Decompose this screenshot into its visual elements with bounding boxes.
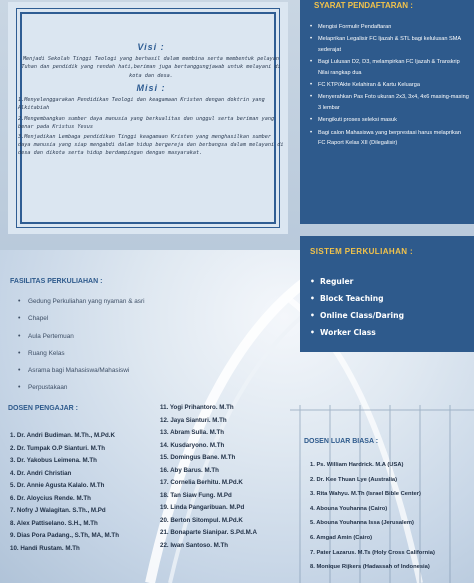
misi-item: 1.Menyelenggarakan Pendidikan Teologi dan keagamaan Kristen dengan doktrin yang Alkitabiah [18,97,265,112]
fasilitas-title: FASILITAS PERKULIAHAN : [10,278,103,285]
fasilitas-item: • Perpustakaan [18,379,145,396]
dosen-item: 6. Dr. Aloycius Rende. M.Th [10,494,91,502]
visi-title: Visi : [137,42,165,52]
dosen-luar-item: 1. Ps. William Hardrick. M.A (USA) [310,462,404,468]
misi-item: 3.Menjadikan Lembaga pendidikan Tinggi keagamaan Kristen yang menghasilkan sumber daya manusia yang siap mengabdi dalam hidup bergereja dan berbangsa dalam melayani di desa dan dikota serta hidup berdampingan dengan masyarakat. [18,134,284,157]
syarat-panel [300,0,474,224]
dosen-item: 21. Bonaparte Sianipar. S.Pd.M.A [160,529,257,536]
dosen-luar-item: 8. Monique Rijkers (Hadassah of Indonesia) [310,564,430,571]
dosen-luar-item: 6. Amgad Amin (Cairo) [310,534,373,541]
fasilitas-item: • Chapel [18,310,145,327]
dosen-item: 18. Tan Siaw Fung. M.Pd [160,491,232,499]
sistem-item: • Online Class/Daring [310,307,404,324]
dosen-luar-item: 4. Abouna Youhanna (Cairo) [310,505,388,512]
dosen-title: DOSEN PENGAJAR : [8,405,79,412]
sistem-panel [300,236,474,352]
dosen-list-left [10,430,119,555]
dosen-item: 13. Abram Sulla. M.Th [160,429,225,436]
dosen-luar-list [310,458,435,575]
dosen-item: 3. Dr. Yakobus Leimena. M.Th [10,457,97,464]
dosen-item: 14. Kusdaryono. M.Th [160,441,225,449]
syarat-item: • Melaprikan Legalisir FC Ijazah & STL bagi kelulusan SMA sederajat [310,34,470,55]
dosen-item: 16. Aby Barus. M.Th [160,466,219,474]
visi-misi-box [8,2,288,234]
misi-list [18,96,284,157]
dosen-luar-title: DOSEN LUAR BIASA : [304,438,379,445]
sistem-item: • Reguler [310,273,404,290]
dosen-item: 2. Dr. Tumpak O.P Sianturi. M.Th [10,444,106,452]
syarat-item: • Mengisi Formulir Pendaftaran [310,22,470,32]
dosen-item: 20. Berton Sitompul. M.Pd.K [160,516,243,524]
dosen-luar-item: 3. Rita Wahyu. M.Th (Israel Bible Center) [310,491,421,498]
dosen-item: 8. Alex Pattiselano. S.H., M.Th [10,519,98,527]
dosen-luar-item: 2. Dr. Kee Thuan Lye (Australia) [310,476,398,483]
dosen-item: 11. Yogi Prihantoro. M.Th [160,404,234,411]
dosen-item: 5. Dr. Annie Agusta Kalalo. M.Th [10,482,105,489]
syarat-item: • Bagi calon Mahasiswa yang berprestasi harus melaprikan FC Raport Kelas XII (Dilegalisir) [310,128,470,149]
dosen-item: 22. Iwan Santoso. M.Th [160,541,229,549]
syarat-item: • Bagi Lulusan D2, D3, melampirkan FC Ijazah & Transkrip Nilai rangkap dua [310,57,470,78]
dosen-item: 10. Handi Rustam. M.Th [10,544,80,552]
fasilitas-item: • Aula Pertemuan [18,328,145,345]
sistem-title: SISTEM PERKULIAHAN : [310,247,414,256]
fasilitas-item: • Ruang Kelas [18,345,145,362]
dosen-item: 12. Jaya Sianturi. M.Th [160,416,227,424]
sistem-item: • Worker Class [310,324,404,341]
dosen-list-right [160,402,257,552]
dosen-item: 7. Nofry J Walagitan. S.Th., M.Pd [10,507,106,514]
syarat-item: • Mengikuti proses seleksi masuk [310,115,470,125]
fasilitas-item: • Gedung Perkuliahan yang nyaman & asri [18,293,145,310]
sistem-item: • Block Teaching [310,290,404,307]
visi-text: Menjadi Sekolah Tinggi Teologi yang berhasil dalam membina serta membentuk pelayan Tuhan dan pendidik yang rendah hati,beriman juga bertanggungjawab untuk melayani di kota dan desa. [21,56,281,79]
dosen-item: 15. Domingus Bane. M.Th [160,454,236,461]
syarat-title: SYARAT PENDAFTARAN : [314,1,413,10]
dosen-item: 1. Dr. Andri Budiman. M.Th., M.Pd.K [10,432,115,439]
visi-misi-content [18,42,284,160]
dosen-item: 4. Dr. Andri Christian [10,469,72,477]
syarat-item: • FC KTP/Akte Kelahiran & Kartu Keluarga [310,80,470,90]
sistem-list [310,273,404,341]
dosen-luar-item: 5. Abouna Youhanna Issa (Jerusalem) [310,520,414,527]
dosen-item: 9. Dias Pora Padang., S.Th, MA, M.Th [10,532,119,539]
fasilitas-item: • Asrama bagi Mahasiswa/Mahasiswi [18,362,145,379]
misi-item: 2.Mengembangkan sumber daya manusia yang berkualitas dan unggul serta beriman yang benar pada Kristus Yesus [18,115,275,130]
dosen-item: 17. Cornelia Berhitu. M.Pd.K [160,479,243,486]
dosen-item: 19. Linda Pangaribuan. M.Pd [160,504,245,511]
syarat-list [310,22,470,150]
dosen-luar-item: 7. Pater Lazarus. M.Ts (Holy Cross California) [310,549,435,556]
fasilitas-list [18,293,145,397]
syarat-item: • Menyerahkan Pas Foto ukuran 2x3, 3x4, 4x6 masing-masing 3 lembar [310,92,470,113]
misi-title: Misi : [136,83,166,94]
